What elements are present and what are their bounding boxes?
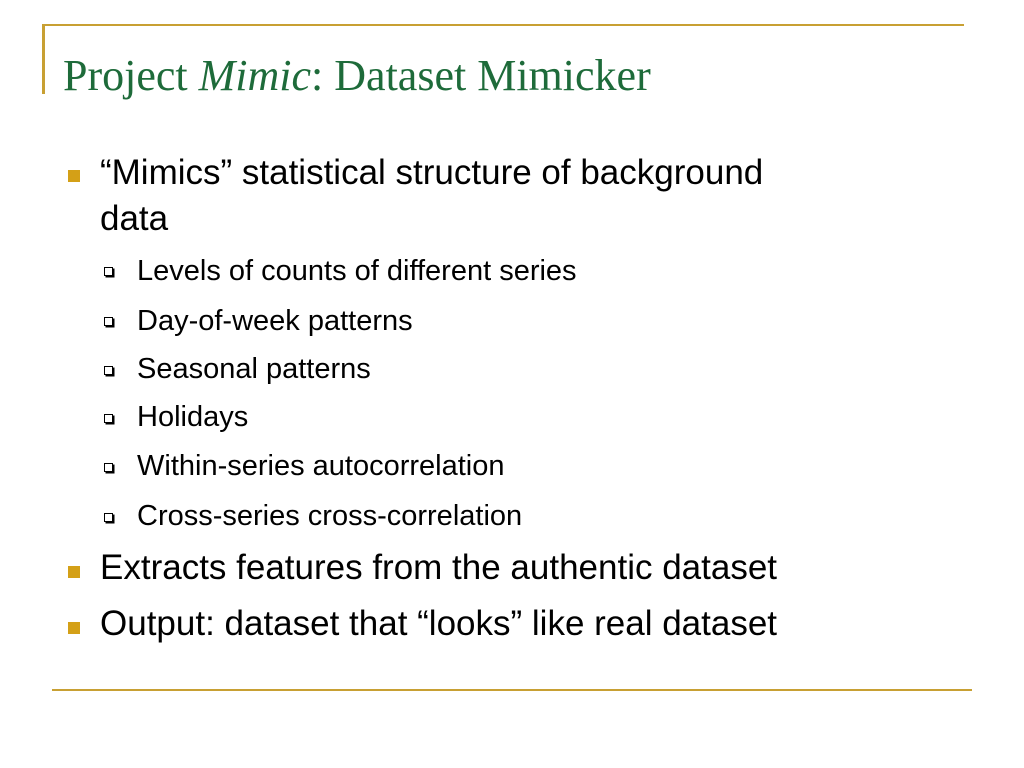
sub-bullet-text: Within-series autocorrelation [137,450,505,482]
sub-bullet-text: Seasonal patterns [137,353,371,385]
sub-bullet-text: Holidays [137,401,249,433]
sub-bullet-text: Day-of-week patterns [137,305,413,337]
bullet-text: Output: dataset that “looks” like real dataset [100,604,778,643]
hollow-square-bullet-icon [104,317,113,326]
hollow-square-bullet-icon [104,366,113,375]
bullet-text-continuation: data [100,199,169,238]
hollow-square-bullet-icon [104,463,113,472]
square-bullet-icon [68,622,80,634]
hollow-square-bullet-icon [104,267,113,276]
sub-bullet-text: Cross-series cross-correlation [137,500,523,532]
bullet-text: Extracts features from the authentic dataset [100,548,778,587]
title-part-1: Project [63,51,199,100]
bullet-text: “Mimics” statistical structure of background [100,153,764,192]
title-part-3: : Dataset Mimicker [311,51,651,100]
hollow-square-bullet-icon [104,513,113,522]
sub-bullet-text: Levels of counts of different series [137,255,577,287]
title-part-italic: Mimic [198,51,312,100]
square-bullet-icon [68,170,80,182]
hollow-square-bullet-icon [104,414,113,423]
square-bullet-icon [68,566,80,578]
